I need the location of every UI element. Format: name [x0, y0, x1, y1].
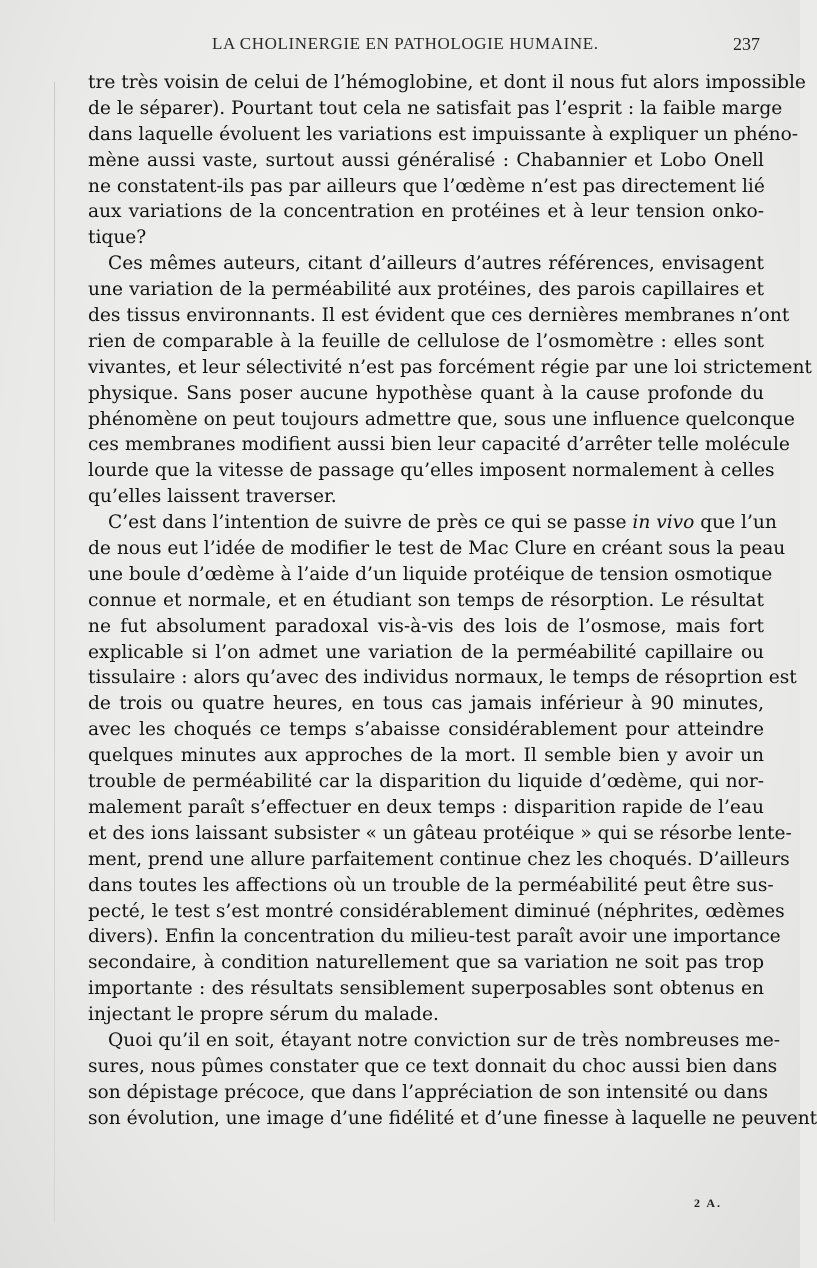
text-line: phénomène on peut toujours admettre que, sous une influence quelconque — [88, 408, 795, 430]
running-title: LA CHOLINERGIE EN PATHOLOGIE HUMAINE. — [212, 34, 599, 53]
paragraph — [88, 251, 812, 510]
text-line: de trois ou quatre heures, en tous cas jamais inférieur à 90 minutes, — [88, 693, 764, 715]
text-line: ne constatent-ils pas par ailleurs que l’œdème n’est pas directement lié — [88, 175, 765, 197]
text-line: une variation de la perméabilité aux protéines, des parois capillaires et — [88, 279, 764, 301]
text-line: Quoi qu’il en soit, étayant notre conviction sur de très nombreuses me- — [108, 1029, 781, 1051]
paragraph — [88, 510, 797, 1028]
text-line: injectant le propre sérum du malade. — [88, 1004, 439, 1026]
text-line: qu’elles laissent traverser. — [88, 486, 337, 508]
text-line: tique? — [88, 227, 147, 249]
page-gutter-shadow — [54, 82, 55, 1222]
text-line: trouble de perméabilité car la disparition du liquide d’œdème, qui nor- — [88, 771, 764, 793]
text-line: importante : des résultats sensiblement superposables sont obtenus en — [88, 978, 764, 1000]
text-line: malement paraît s’effectuer en deux temps : disparition rapide de l’eau — [88, 796, 764, 818]
text-line: son évolution, une image d’une fidélité et d’une finesse à laquelle ne peuvent — [88, 1107, 817, 1129]
text-line: de nous eut l’idée de modifier le test de Mac Clure en créant sous la peau — [88, 538, 786, 560]
text-line: tissulaire : alors qu’avec des individus normaux, le temps de résoprtion est — [88, 667, 797, 689]
body-text — [88, 70, 817, 1132]
text-line: dans toutes les affections où un trouble de la perméabilité peut être sus- — [88, 874, 774, 896]
text-line: quelques minutes aux approches de la mort. Il semble bien y avoir un — [88, 745, 764, 767]
text-line: sures, nous pûmes constater que ce text donnait du choc aussi bien dans — [88, 1055, 778, 1077]
text-line: divers). Enfin la concentration du milieu-test paraît avoir une importance — [88, 926, 781, 948]
paragraph — [88, 70, 806, 251]
text-line: et des ions laissant subsister « un gâteau protéique » qui se résorbe lente- — [88, 822, 792, 844]
text-line: dans laquelle évoluent les variations est impuissante à expliquer un phéno- — [88, 123, 799, 145]
text-line: aux variations de la concentration en protéines et à leur tension onko- — [88, 201, 764, 223]
page-number: 237 — [733, 34, 760, 54]
text-line: ne fut absolument paradoxal vis-à-vis des lois de l’osmose, mais fort — [88, 615, 764, 637]
text-line: une boule d’œdème à l’aide d’un liquide protéique de tension osmotique — [88, 563, 773, 585]
text-line: mène aussi vaste, surtout aussi généralisé : Chabannier et Lobo Onell — [88, 149, 764, 171]
text-line: de le séparer). Pourtant tout cela ne satisfait pas l’esprit : la faible marge — [88, 97, 783, 119]
text-line: avec les choqués ce temps s’abaisse considérablement pour atteindre — [88, 719, 764, 741]
text-line: C’est dans l’intention de suivre de près ce qui se passe in vivo que l’un — [108, 512, 777, 534]
signature-mark: 2 A. — [693, 1196, 722, 1210]
page-header — [0, 34, 800, 60]
text-line: pecté, le test s’est montré considérablement diminué (néphrites, œdèmes — [88, 900, 785, 922]
text-line: rien de comparable à la feuille de cellulose de l’osmomètre : elles sont — [88, 330, 764, 352]
text-line: lourde que la vitesse de passage qu’elles imposent normalement à celles — [88, 460, 775, 482]
text-line: tre très voisin de celui de l’hémoglobine, et dont il nous fut alors impossible — [88, 72, 806, 93]
text-line: physique. Sans poser aucune hypothèse quant à la cause profonde du — [88, 382, 764, 404]
italic-term: in vivo — [632, 512, 695, 534]
text-line: secondaire, à condition naturellement que sa variation ne soit pas trop — [88, 952, 764, 974]
text-line: des tissus environnants. Il est évident que ces dernières membranes n’ont — [88, 305, 790, 327]
text-line: son dépistage précoce, que dans l’appréciation de son intensité ou dans — [88, 1081, 768, 1103]
text-line: ces membranes modifient aussi bien leur capacité d’arrêter telle molécule — [88, 434, 790, 456]
text-line: vivantes, et leur sélectivité n’est pas forcément régie par une loi strictement — [88, 356, 812, 378]
text-line: connue et normale, et en étudiant son temps de résorption. Le résultat — [88, 589, 764, 611]
text-line: Ces mêmes auteurs, citant d’ailleurs d’autres références, envisagent — [108, 253, 764, 275]
text-line: explicable si l’on admet une variation de la perméabilité capillaire ou — [88, 641, 764, 663]
text-line: ment, prend une allure parfaitement continue chez les choqués. D’ailleurs — [88, 848, 790, 870]
paragraph — [88, 1028, 817, 1132]
